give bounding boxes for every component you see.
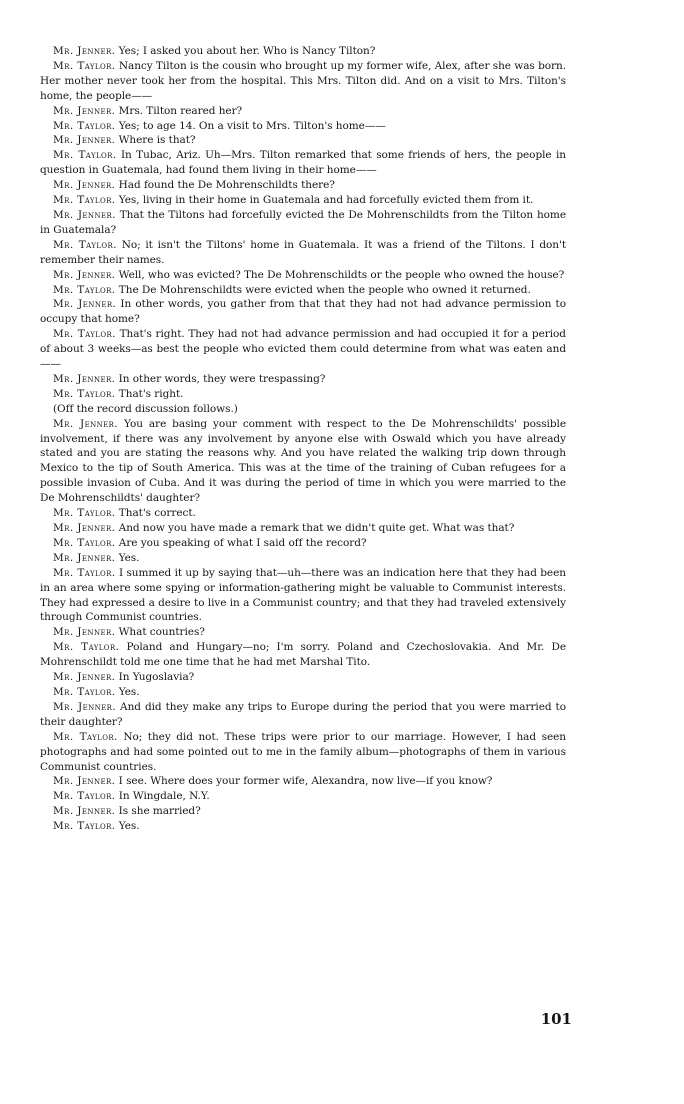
speech-text: In other words, they were trespassing? xyxy=(115,372,326,385)
speaker-name: Mr. Taylor. xyxy=(53,730,118,743)
speaker-name: Mr. Jenner. xyxy=(53,417,119,430)
speaker-name: Mr. Taylor. xyxy=(53,820,116,833)
transcript-paragraph xyxy=(40,148,566,178)
transcript-paragraph xyxy=(40,819,566,834)
transcript-paragraph xyxy=(40,327,566,372)
speaker-name: Mr. Jenner. xyxy=(53,522,116,534)
speaker-name: Mr. Taylor. xyxy=(53,387,116,400)
transcript-paragraph xyxy=(40,372,566,387)
transcript-paragraph xyxy=(40,193,566,208)
testimony-transcript xyxy=(40,44,566,834)
speaker-name: Mr. Taylor. xyxy=(53,119,116,132)
speaker-name: Mr. Jenner. xyxy=(53,104,116,117)
transcript-paragraph xyxy=(40,640,566,670)
transcript-paragraph xyxy=(40,804,566,819)
speaker-name: Mr. Jenner. xyxy=(53,268,116,281)
speaker-name: Mr. Jenner. xyxy=(53,208,116,221)
speech-text: Yes. xyxy=(115,551,140,564)
transcript-paragraph xyxy=(40,238,566,268)
speaker-name: Mr. Jenner. xyxy=(53,671,116,684)
transcript-paragraph xyxy=(40,133,566,148)
transcript-paragraph xyxy=(40,670,566,685)
transcript-paragraph xyxy=(40,119,566,134)
transcript-paragraph xyxy=(40,551,566,566)
transcript-paragraph xyxy=(40,387,566,402)
speech-text: Nancy Tilton is the cousin who brought up my former wife, Alex, after she was born. Her mother never took her from the hospital. This Mrs. Tilton did. And on a visit to Mrs. Tilton's home, the people—— xyxy=(40,59,567,102)
speaker-name: Mr. Jenner. xyxy=(53,134,116,147)
transcript-paragraph xyxy=(40,789,566,804)
transcript-paragraph xyxy=(40,297,566,327)
speaker-name: Mr. Taylor. xyxy=(53,566,116,579)
speech-text: In other words, you gather from that that they had not had advance permission to occupy that home? xyxy=(40,298,566,326)
speech-text: Yes, living in their home in Guatemala and had forcefully evicted them from it. xyxy=(115,194,534,207)
transcript-paragraph xyxy=(40,566,566,626)
speech-text: Poland and Hungary—no; I'm sorry. Poland and Czechoslovakia. And Mr. De Mohrenschildt told me one time that he had met Marshal Tito. xyxy=(40,641,566,669)
speech-text: And now you have made a remark that we didn't quite get. What was that? xyxy=(115,522,515,534)
speech-text: Yes. xyxy=(115,685,140,698)
speech-text: Where is that? xyxy=(115,134,196,147)
speech-text: In Tubac, Ariz. Uh—Mrs. Tilton remarked that some friends of hers, the people in question in Guatemala, had found them living in their home—— xyxy=(40,149,566,177)
speaker-name: Mr. Taylor. xyxy=(53,536,116,549)
transcript-paragraph xyxy=(40,685,566,700)
transcript-paragraph xyxy=(40,44,566,59)
speech-text: The De Mohrenschildts were evicted when the people who owned it returned. xyxy=(115,283,531,296)
speaker-name: Mr. Taylor. xyxy=(53,641,120,654)
transcript-paragraph xyxy=(40,625,566,640)
speaker-name: Mr. Taylor. xyxy=(53,283,116,296)
speaker-name: Mr. Jenner. xyxy=(53,45,116,57)
speaker-name: Mr. Jenner. xyxy=(53,626,116,639)
speech-text: Had found the De Mohrenschildts there? xyxy=(115,179,335,192)
speech-text: That's right. They had not had advance permission and had occupied it for a period of about 3 weeks—as best the people who evicted them could determine from what was eaten and—— xyxy=(40,328,566,371)
transcript-paragraph xyxy=(40,268,566,283)
speaker-name: Mr. Jenner. xyxy=(53,298,117,311)
speech-text: I summed it up by saying that—uh—there was an indication here that they had been in an area where some spying or information-gathering might be valuable to Communist interests. They had expressed a desire to live in a Communist country; and that they had traveled extensively through Communist countries. xyxy=(40,566,566,624)
speech-text: Yes; I asked you about her. Who is Nancy Tilton? xyxy=(115,45,376,57)
transcript-paragraph xyxy=(40,521,566,536)
transcript-paragraph xyxy=(40,506,566,521)
speaker-name: Mr. Taylor. xyxy=(53,685,116,698)
transcript-paragraph xyxy=(40,59,566,104)
transcript-paragraph xyxy=(40,536,566,551)
speech-text: Are you speaking of what I said off the record? xyxy=(115,536,367,549)
speaker-name: Mr. Jenner. xyxy=(53,551,116,564)
speaker-name: Mr. Jenner. xyxy=(53,700,117,713)
speech-text: Yes; to age 14. On a visit to Mrs. Tilton's home—— xyxy=(115,119,386,132)
speech-text: Yes. xyxy=(115,820,140,833)
speaker-name: Mr. Jenner. xyxy=(53,775,116,788)
page-number: 101 xyxy=(540,1010,572,1028)
speaker-name: Mr. Jenner. xyxy=(53,805,116,818)
transcript-paragraph xyxy=(40,730,566,775)
speaker-name: Mr. Taylor. xyxy=(53,238,117,251)
speech-text: Mrs. Tilton reared her? xyxy=(115,104,243,117)
speaker-name: Mr. Taylor. xyxy=(53,149,117,162)
transcript-paragraph xyxy=(40,774,566,789)
transcript-paragraph xyxy=(40,700,566,730)
speech-text: That's right. xyxy=(115,387,184,400)
speech-text: No; it isn't the Tiltons' home in Guatemala. It was a friend of the Tiltons. I don't remember their names. xyxy=(40,238,566,266)
speech-text: That the Tiltons had forcefully evicted the De Mohrenschildts from the Tilton home in Guatemala? xyxy=(40,208,566,236)
speaker-name: Mr. Jenner. xyxy=(53,179,116,192)
transcript-paragraph xyxy=(40,417,566,506)
transcript-paragraph xyxy=(40,402,566,417)
speech-text: Is she married? xyxy=(115,805,201,818)
transcript-paragraph xyxy=(40,104,566,119)
speaker-name: Mr. Jenner. xyxy=(53,372,116,385)
speech-text: What countries? xyxy=(115,626,205,639)
speech-text: You are basing your comment with respect to the De Mohrenschildts' possible involvement, if there was any involvement by anyone else with Oswald which you have already stated and you are stating the reasons why. And you have related the walking trip down through Mexico to the tip of South America. This was at the time of the training of Cuban refugees for a possible invasion of Cuba. And it was during the period of time in which you were married to the De Mohrenschildts' daughter? xyxy=(40,417,566,505)
speaker-name: Mr. Taylor. xyxy=(53,194,116,207)
transcript-paragraph xyxy=(40,178,566,193)
speech-text: In Yugoslavia? xyxy=(115,671,195,684)
speech-text: That's correct. xyxy=(115,507,196,520)
speaker-name: Mr. Taylor. xyxy=(53,328,116,341)
speech-text: I see. Where does your former wife, Alexandra, now live—if you know? xyxy=(115,775,493,788)
transcript-paragraph xyxy=(40,283,566,298)
speaker-name: Mr. Taylor. xyxy=(53,59,116,72)
speech-text: (Off the record discussion follows.) xyxy=(53,402,238,415)
speech-text: No; they did not. These trips were prior to our marriage. However, I had seen photographs and had some pointed out to me in the family album—photographs of them in various Communist countries. xyxy=(40,730,566,773)
speech-text: Well, who was evicted? The De Mohrenschildts or the people who owned the house? xyxy=(115,268,565,281)
transcript-paragraph xyxy=(40,208,566,238)
speech-text: In Wingdale, N.Y. xyxy=(115,790,210,803)
speaker-name: Mr. Taylor. xyxy=(53,507,116,520)
speaker-name: Mr. Taylor. xyxy=(53,790,116,803)
speech-text: And did they make any trips to Europe during the period that you were married to their daughter? xyxy=(40,700,566,728)
